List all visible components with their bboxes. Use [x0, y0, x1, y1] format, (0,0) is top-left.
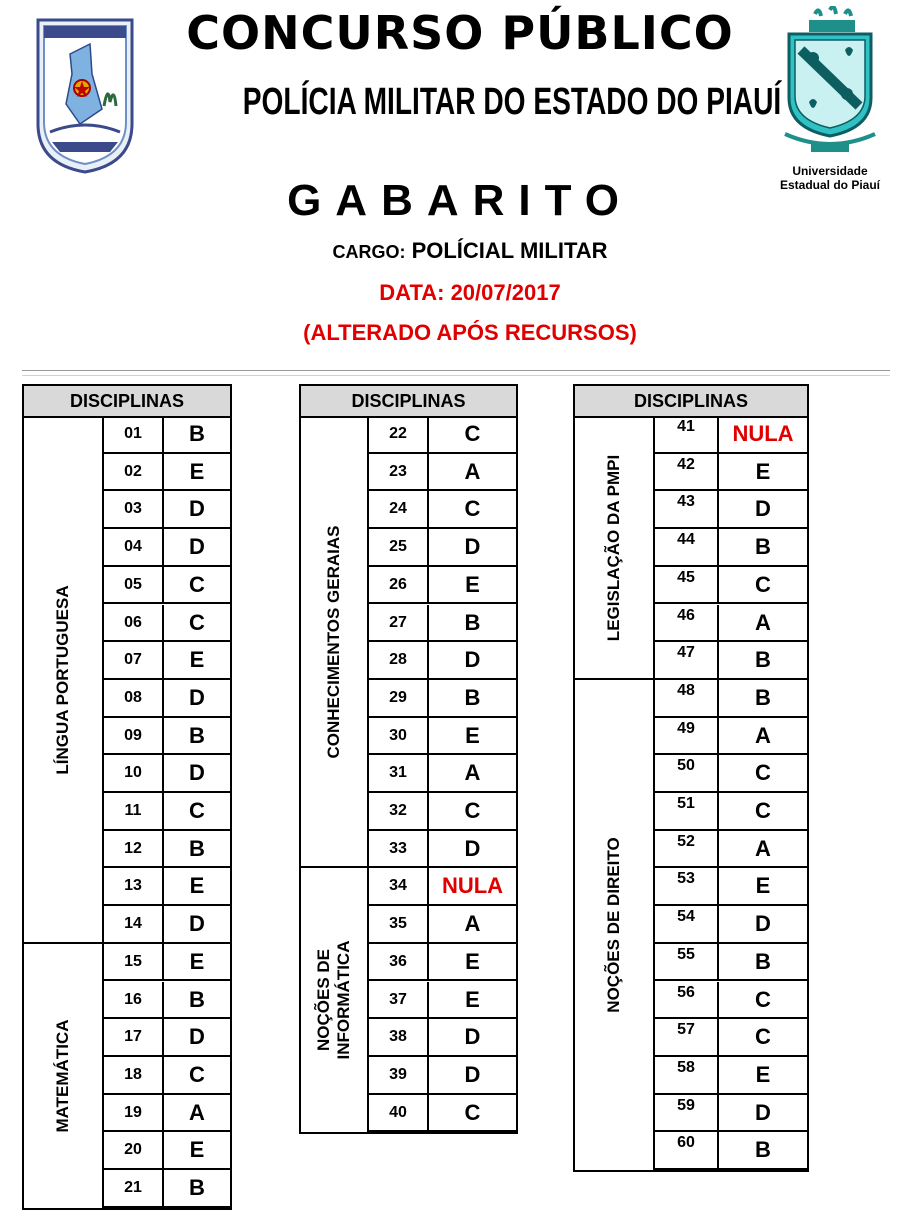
- answer-value: B: [755, 534, 771, 560]
- table-header: DISCIPLINAS: [575, 386, 807, 418]
- answer-value: D: [755, 1099, 771, 1125]
- answer-value: A: [464, 760, 481, 786]
- question-number: 10: [104, 755, 164, 791]
- answer-value: C: [755, 798, 771, 823]
- answer-value: D: [189, 911, 205, 937]
- answer-row: [369, 680, 516, 718]
- answer-row: [104, 529, 230, 567]
- question-number: 21: [104, 1170, 164, 1206]
- answer-value: E: [755, 458, 771, 484]
- table-header: DISCIPLINAS: [301, 386, 516, 418]
- answer-value: B: [755, 684, 771, 710]
- answer-value: D: [189, 496, 205, 522]
- question-number: 55: [655, 944, 719, 980]
- question-number: 25: [369, 529, 429, 565]
- question-number: 58: [655, 1057, 719, 1093]
- question-number: 26: [369, 567, 429, 603]
- answer-row: [655, 868, 807, 906]
- answer-value: C: [464, 496, 481, 522]
- question-number: 06: [104, 605, 164, 641]
- answer-row: [369, 831, 516, 869]
- answer-row: [369, 718, 516, 756]
- cargo-value: POLÍCIAL MILITAR: [411, 238, 608, 263]
- answer-row: [655, 1019, 807, 1057]
- answer-row: [369, 1019, 516, 1057]
- question-number: 43: [655, 491, 719, 527]
- subject-label: [604, 837, 624, 1012]
- answer-value: D: [189, 684, 205, 710]
- question-number: 09: [104, 718, 164, 754]
- document-title: GABARITO: [287, 176, 633, 225]
- answer-row: [369, 982, 516, 1020]
- answer-value: A: [464, 911, 481, 937]
- answer-value: A: [464, 458, 481, 484]
- answer-row: [104, 718, 230, 756]
- uespi-crest-logo-icon: [775, 6, 885, 156]
- subject-cell: [575, 416, 655, 680]
- answer-value: B: [189, 835, 205, 861]
- answer-value: B: [464, 684, 481, 710]
- answer-value: E: [189, 948, 205, 974]
- question-number: 23: [369, 454, 429, 490]
- answer-row: [369, 1095, 516, 1133]
- question-number: 19: [104, 1095, 164, 1131]
- answer-table: [573, 384, 809, 1172]
- answer-row: [655, 718, 807, 756]
- answer-row: [104, 868, 230, 906]
- subject-label: [53, 1019, 73, 1132]
- answer-row: [104, 944, 230, 982]
- answer-row: [655, 680, 807, 718]
- question-number: 60: [655, 1132, 719, 1168]
- question-number: 22: [369, 416, 429, 452]
- subject-label-line: NOÇÕES DE DIREITO: [604, 837, 623, 1013]
- question-number: 57: [655, 1019, 719, 1055]
- question-number: 11: [104, 793, 164, 829]
- question-number: 30: [369, 718, 429, 754]
- answer-row: [369, 642, 516, 680]
- question-number: 32: [369, 793, 429, 829]
- answer-value: E: [189, 1137, 205, 1163]
- answer-row: [104, 793, 230, 831]
- answer-value: E: [465, 722, 480, 748]
- answer-row: [104, 755, 230, 793]
- question-number: 39: [369, 1057, 429, 1093]
- answer-value: C: [464, 1099, 481, 1125]
- question-number: 20: [104, 1132, 164, 1168]
- answer-value: D: [464, 647, 481, 673]
- answer-row: [104, 491, 230, 529]
- question-number: 29: [369, 680, 429, 716]
- answer-row: [655, 605, 807, 643]
- answer-row: [104, 605, 230, 643]
- answer-row: [655, 1132, 807, 1170]
- header-divider: [22, 370, 890, 376]
- question-number: 45: [655, 567, 719, 603]
- question-number: 02: [104, 454, 164, 490]
- answer-value: A: [755, 835, 771, 861]
- answer-row: [369, 491, 516, 529]
- question-number: 42: [655, 454, 719, 490]
- answer-value: E: [465, 948, 480, 974]
- answer-value: E: [755, 1061, 771, 1087]
- answer-value: D: [755, 911, 771, 937]
- answer-row: [655, 491, 807, 529]
- answer-table: [22, 384, 232, 1210]
- question-number: 08: [104, 680, 164, 716]
- answer-value: D: [464, 835, 481, 861]
- subject-label-line: INFORMÁTICA: [334, 940, 353, 1060]
- question-number: 44: [655, 529, 719, 565]
- question-number: 38: [369, 1019, 429, 1055]
- question-number: 07: [104, 642, 164, 678]
- answer-row: [369, 944, 516, 982]
- answer-table: [299, 384, 518, 1134]
- answer-row: [655, 416, 807, 454]
- question-number: 03: [104, 491, 164, 527]
- question-number: 05: [104, 567, 164, 603]
- question-number: 17: [104, 1019, 164, 1055]
- answer-row: [104, 831, 230, 869]
- answer-value: C: [189, 1061, 205, 1087]
- answer-value: E: [189, 873, 205, 899]
- answer-value: A: [755, 722, 771, 748]
- answer-row: [655, 906, 807, 944]
- answer-row: [655, 1095, 807, 1133]
- answer-value: D: [464, 1061, 481, 1087]
- subject-label: [324, 526, 344, 759]
- answer-row: [655, 454, 807, 492]
- answer-value: B: [755, 647, 771, 673]
- page-subtitle: POLÍCIA MILITAR DO ESTADO DO PIAUÍ: [242, 81, 782, 123]
- answer-value: E: [755, 873, 771, 899]
- question-number: 46: [655, 605, 719, 641]
- answer-value: A: [189, 1099, 205, 1125]
- question-number: 40: [369, 1095, 429, 1131]
- answer-value: D: [755, 496, 771, 522]
- answer-row: [655, 642, 807, 680]
- answer-row: [655, 755, 807, 793]
- answer-row: [104, 906, 230, 944]
- cargo-line: [240, 238, 700, 264]
- question-number: 52: [655, 831, 719, 867]
- question-number: 33: [369, 831, 429, 867]
- answer-row: [104, 680, 230, 718]
- subject-cell: [24, 944, 104, 1208]
- answer-value: B: [189, 722, 205, 748]
- answer-value: C: [189, 609, 205, 635]
- question-number: 27: [369, 605, 429, 641]
- answer-value: E: [465, 571, 480, 597]
- answer-row: [655, 793, 807, 831]
- subject-label-line: CONHECIMENTOS GERAIAS: [324, 525, 343, 759]
- question-number: 50: [655, 755, 719, 791]
- cargo-label: CARGO:: [332, 242, 406, 262]
- answer-row: [655, 567, 807, 605]
- answer-row: [104, 1170, 230, 1208]
- answer-row: [369, 605, 516, 643]
- answer-value: D: [189, 1024, 205, 1050]
- answer-value: C: [464, 421, 481, 446]
- question-number: 51: [655, 793, 719, 829]
- answer-value: D: [464, 1024, 481, 1050]
- question-number: 24: [369, 491, 429, 527]
- answer-value: NULA: [441, 873, 504, 899]
- answer-row: [655, 831, 807, 869]
- subject-cell: [24, 416, 104, 944]
- answer-value: D: [464, 534, 481, 560]
- subject-label: [604, 455, 624, 641]
- subject-cell: [301, 416, 369, 868]
- uespi-name: [760, 164, 900, 192]
- answer-row: [655, 1057, 807, 1095]
- answer-value: C: [464, 798, 481, 823]
- question-number: 14: [104, 906, 164, 942]
- subject-label-line: LÍNGUA PORTUGUESA: [53, 585, 72, 775]
- answer-value: C: [755, 571, 771, 597]
- answer-row: [369, 793, 516, 831]
- answer-row: [369, 868, 516, 906]
- answer-row: [655, 944, 807, 982]
- uespi-line1: Universidade: [792, 164, 868, 178]
- answer-value: E: [189, 647, 205, 673]
- exam-date: DATA: 20/07/2017: [379, 280, 561, 305]
- answer-row: [104, 982, 230, 1020]
- answer-row: [104, 567, 230, 605]
- answer-row: [369, 755, 516, 793]
- answer-row: [369, 416, 516, 454]
- question-number: 01: [104, 416, 164, 452]
- question-number: 12: [104, 831, 164, 867]
- answer-row: [104, 1057, 230, 1095]
- answer-value: E: [189, 458, 205, 484]
- answer-value: C: [755, 1024, 771, 1050]
- changed-note: (ALTERADO APÓS RECURSOS): [303, 320, 637, 345]
- question-number: 59: [655, 1095, 719, 1131]
- question-number: 28: [369, 642, 429, 678]
- table-header: DISCIPLINAS: [24, 386, 230, 418]
- answer-value: B: [755, 948, 771, 974]
- question-number: 16: [104, 982, 164, 1018]
- answer-value: C: [189, 798, 205, 823]
- subject-cell: [575, 680, 655, 1170]
- subject-label-line: NOÇÕES DE: [314, 949, 333, 1052]
- answer-row: [104, 1132, 230, 1170]
- answer-row: [369, 529, 516, 567]
- answer-row: [104, 454, 230, 492]
- pmpi-shield-logo-icon: [30, 14, 140, 174]
- answer-row: [369, 567, 516, 605]
- subject-label-line: MATEMÁTICA: [53, 1019, 72, 1133]
- subject-cell: [301, 868, 369, 1132]
- subject-label: [314, 941, 354, 1060]
- answer-row: [369, 906, 516, 944]
- answer-value: B: [189, 1175, 205, 1200]
- question-number: 13: [104, 868, 164, 904]
- question-number: 54: [655, 906, 719, 942]
- question-number: 48: [655, 680, 719, 716]
- question-number: 56: [655, 982, 719, 1018]
- answer-row: [104, 1019, 230, 1057]
- answer-value: C: [755, 760, 771, 786]
- question-number: 15: [104, 944, 164, 980]
- answer-value: C: [755, 986, 771, 1012]
- answer-value: B: [189, 986, 205, 1012]
- answer-value: B: [755, 1137, 771, 1163]
- answer-value: B: [464, 609, 481, 635]
- question-number: 04: [104, 529, 164, 565]
- question-number: 35: [369, 906, 429, 942]
- answer-row: [655, 982, 807, 1020]
- answer-row: [104, 1095, 230, 1133]
- question-number: 41: [655, 416, 719, 452]
- uespi-line2: Estadual do Piauí: [779, 178, 881, 192]
- answer-row: [104, 642, 230, 680]
- question-number: 53: [655, 868, 719, 904]
- answer-row: [369, 1057, 516, 1095]
- answer-row: [655, 529, 807, 567]
- answer-value: C: [189, 571, 205, 597]
- answer-value: E: [465, 986, 480, 1012]
- answer-value: A: [755, 609, 771, 635]
- question-number: 18: [104, 1057, 164, 1093]
- question-number: 31: [369, 755, 429, 791]
- answer-value: D: [189, 760, 205, 786]
- answer-row: [104, 416, 230, 454]
- question-number: 36: [369, 944, 429, 980]
- question-number: 37: [369, 982, 429, 1018]
- subject-label: [53, 585, 73, 774]
- subject-label-line: LEGISLAÇÃO DA PMPI: [604, 454, 623, 642]
- answer-row: [369, 454, 516, 492]
- question-number: 34: [369, 868, 429, 904]
- question-number: 49: [655, 718, 719, 754]
- page-title: CONCURSO PÚBLICO: [186, 6, 734, 60]
- answer-value: NULA: [732, 421, 794, 446]
- answer-value: D: [189, 534, 205, 560]
- answer-value: B: [189, 421, 205, 446]
- question-number: 47: [655, 642, 719, 678]
